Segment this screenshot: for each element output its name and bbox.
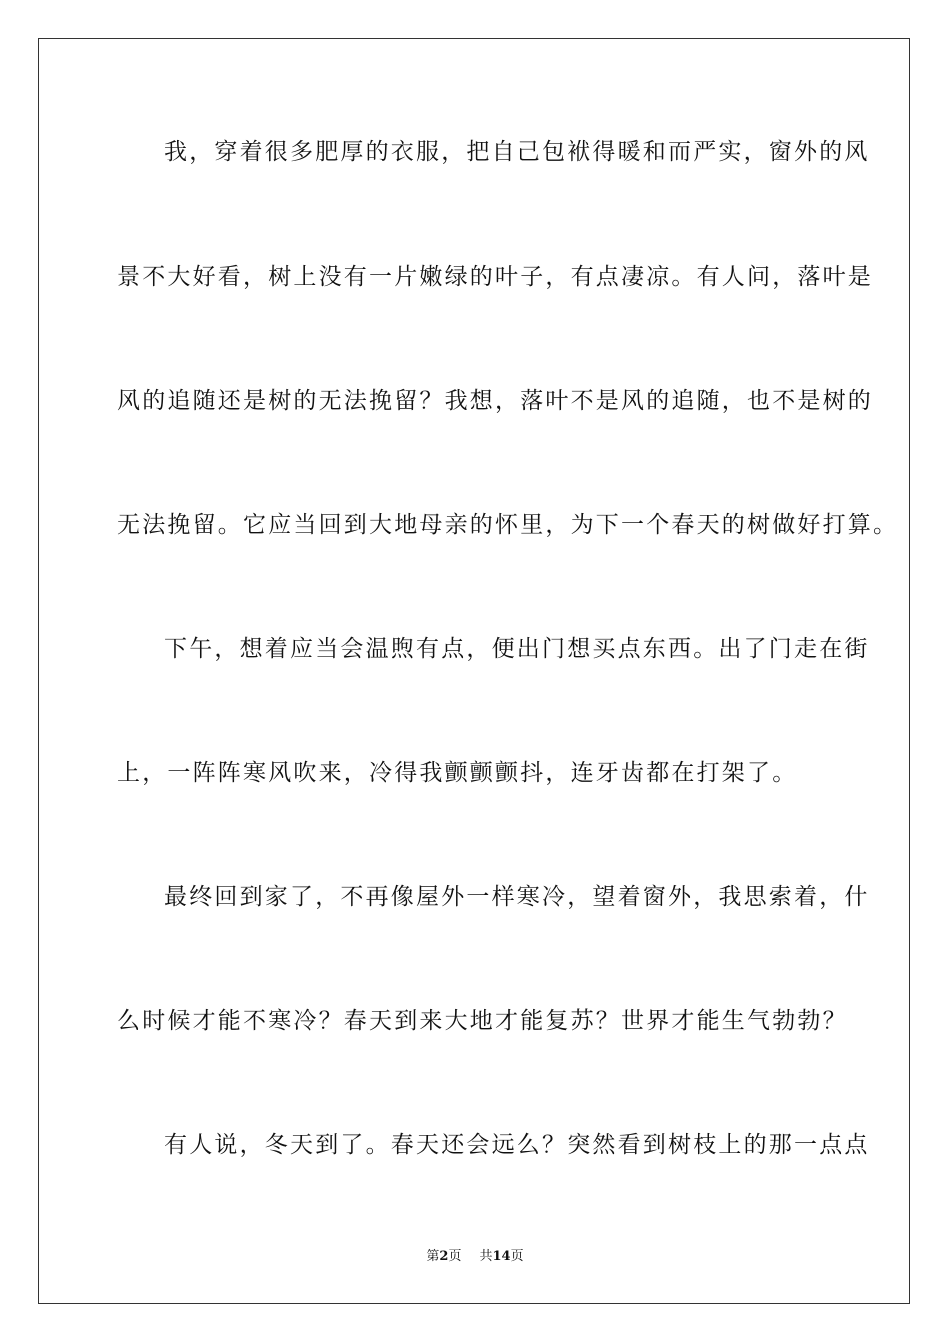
paragraph-line: 无法挽留。它应当回到大地母亲的怀里，为下一个春天的树做好打算。 — [117, 512, 899, 538]
page-number: 2 — [439, 1249, 449, 1264]
paragraph-line: 么时候才能不寒冷？春天到来大地才能复苏？世界才能生气勃勃？ — [117, 1008, 848, 1034]
total-prefix: 共 — [479, 1249, 493, 1264]
paragraph-line: 有人说，冬天到了。春天还会远么？突然看到树枝上的那一点点 — [164, 1132, 870, 1158]
paragraph-line: 景不大好看，树上没有一片嫩绿的叶子，有点凄凉。有人问，落叶是 — [117, 264, 873, 290]
total-suffix: 页 — [510, 1249, 524, 1264]
paragraph-line: 风的追随还是树的无法挽留？我想，落叶不是风的追随，也不是树的 — [117, 388, 873, 414]
page-border — [38, 38, 910, 1304]
paragraph-line: 下午，想着应当会温煦有点，便出门想买点东西。出了门走在街 — [164, 636, 870, 662]
paragraph-line: 我，穿着很多肥厚的衣服，把自己包袱得暖和而严实，窗外的风 — [164, 139, 870, 165]
page-suffix: 页 — [448, 1249, 462, 1264]
paragraph-line: 上，一阵阵寒风吹来，冷得我颤颤颤抖，连牙齿都在打架了。 — [117, 760, 798, 786]
paragraph-line: 最终回到家了，不再像屋外一样寒冷，望着窗外，我思索着，什 — [164, 884, 870, 910]
page-prefix: 第 — [426, 1249, 440, 1264]
total-pages: 14 — [492, 1249, 511, 1264]
page-footer — [0, 1248, 950, 1266]
